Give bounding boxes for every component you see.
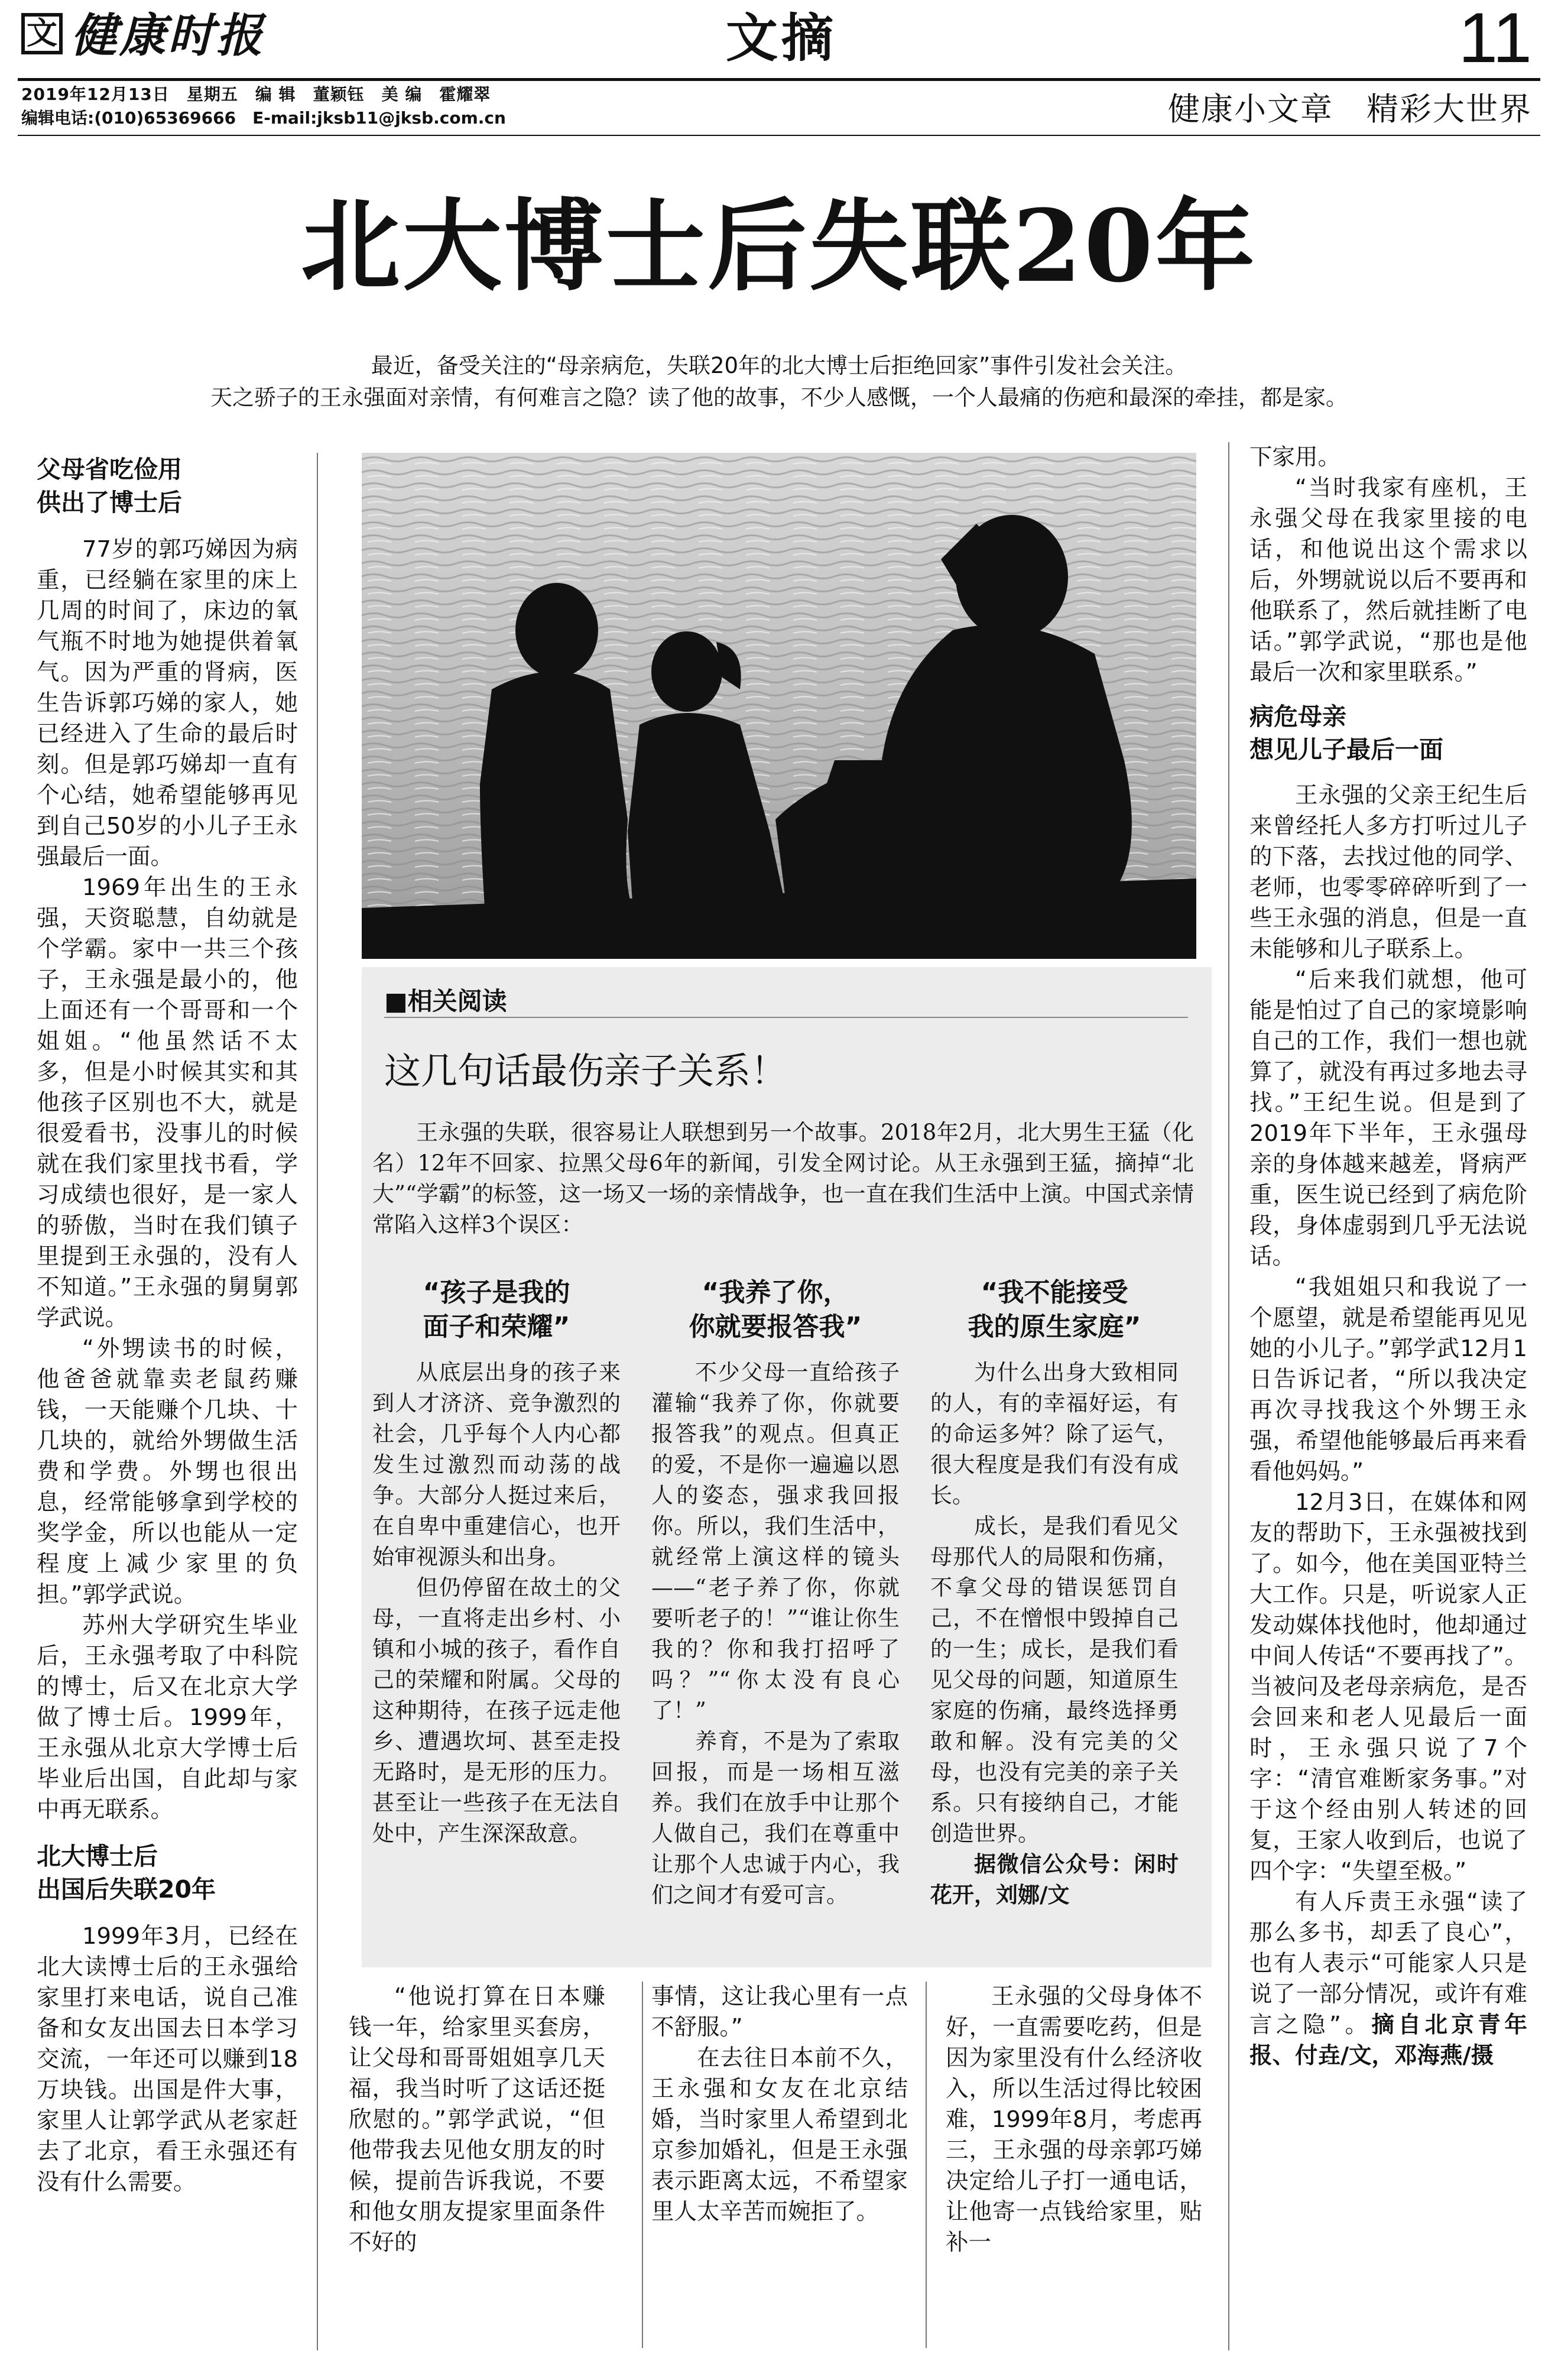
contact-line: 编辑电话:(010)65369666 E-mail:jksb11@jksb.com.cn xyxy=(21,108,506,128)
paragraph: 成长，是我们看见父母那代人的局限和伤痛，不拿父母的错误惩罚自己，不在憎恨中毁掉自己的一生；成长，是我们看见父母的问题，知道原生家庭的伤痛，最终选择勇敢和解。没有完美的父母，也没有完美的亲子关系。只有接纳自己，才能创造世界。 xyxy=(930,1513,1179,1846)
paragraph: “外甥读书的时候，他爸爸就靠卖老鼠药赚钱，一天能赚个几块、十几块的，就给外甥做生活费和学费。外甥也很出息，经常能够拿到学校的奖学金，所以也能从一定程度上减少家里的负担。”郭学武说。 xyxy=(37,1335,298,1608)
related-reading-tag: ■相关阅读 xyxy=(384,987,507,1016)
paragraph: 王永强的父母身体不好，一直需要吃药，但是因为家里没有什么经济收入，所以生活过得比较困难，1999年8月，考虑再三，王永强的母亲郭巧娣决定给儿子打一通电话，让他寄一点钱给家里，贴补一 xyxy=(946,1983,1202,2256)
paragraph: “他说打算在日本赚钱一年，给家里买套房，让父母和哥哥姐姐享几天福，我当时听了这话还挺欣慰的。”郭学武说，“但他带我去见他女朋友的时候，提前告诉我说，不要和他女朋友提家里面条件不好的 xyxy=(349,1983,605,2256)
masthead-rule xyxy=(18,78,1540,81)
paragraph: 事情，这让我心里有一点不舒服。” xyxy=(651,1983,908,2041)
family-silhouette-photo xyxy=(362,453,1196,959)
column-divider xyxy=(926,1982,927,2348)
paragraph: 下家用。 xyxy=(1249,444,1341,471)
subheading: 北大博士后 出国后失联20年 xyxy=(37,1842,216,1904)
subheading: 父母省吃俭用 供出了博士后 xyxy=(37,455,182,517)
subheading: 病危母亲 想见儿子最后一面 xyxy=(1249,702,1443,764)
article-headline: 北大博士后失联20年 xyxy=(301,187,1257,304)
section-slogan: 健康小文章 精彩大世界 xyxy=(1168,90,1532,128)
paper-name: 健康时报 xyxy=(71,9,265,63)
lead-line-2: 天之骄子的王永强面对亲情，有何难言之隐？读了他的故事，不少人感慨，一个人最痛的伤疤和最深的牵挂，都是家。 xyxy=(210,385,1348,410)
column-divider xyxy=(1228,442,1229,2350)
bottom-column-1 xyxy=(349,1982,605,2258)
paragraph: 77岁的郭巧娣因为病重，已经躺在家里的床上几周的时间了，床边的氧气瓶不时地为她提供着氧气。因为严重的肾病，医生告诉郭巧娣的家人，她已经进入了生命的最后时刻。但是郭巧娣却一直有个心结，她希望能够再见到自己50岁的小儿子王永强最后一面。 xyxy=(37,536,298,870)
paragraph: 王永强的父亲王纪生后来曾经托人多方打听过儿子的下落，去找过他的同学、老师，也零零碎碎听到了一些王永强的消息，但是一直未能够和儿子联系上。 xyxy=(1249,782,1527,962)
lead-line-1: 最近，备受关注的“母亲病危，失联20年的北大博士后拒绝回家”事件引发社会关注。 xyxy=(371,353,1187,378)
right-column xyxy=(1249,442,1527,2071)
box-source-credit: 据微信公众号：闲时花开，刘娜/文 xyxy=(930,1852,1179,1908)
column-divider xyxy=(317,453,318,2350)
paragraph: 有人斥责王永强“读了那么多书，却丢了良心”，也有人表示“可能家人只是说了一部分情况，或许有难言之隐”。摘自北京青年报、付垚/文，邓海燕/摄 xyxy=(1249,1889,1527,2069)
paragraph: 从底层出身的孩子来到人才济济、竞争激烈的社会，几乎每个人内心都发生过激烈而动荡的战争。大部分人挺过来后，在自卑中重建信心，也开始审视源头和出身。 xyxy=(372,1360,621,1570)
left-column xyxy=(37,453,298,2198)
paragraph: 不少父母一直给孩子灌输“我养了你，你就要报答我”的观点。但真正的爱，不是你一遍遍以恩人的姿态，强求我回报你。所以，我们生活中，就经常上演这样的镜头——“老子养了你，你就要听老子的！”“谁让你生我的？你和我打招呼了吗？”“你太没有良心了！” xyxy=(651,1360,900,1723)
paragraph: 在去往日本前不久，王永强和女友在北京结婚，当时家里人希望到北京参加婚礼，但是王永强表示距离太远，不希望家里人太辛苦而婉拒了。 xyxy=(651,2045,908,2225)
paragraph: 1969年出生的王永强，天资聪慧，自幼就是个学霸。家中一共三个孩子，王永强是最小的，他上面还有一个哥哥和一个姐姐。“他虽然话不太多，但是小时候其实和其他孩子区别也不大，就是很爱看书，没事儿的时候就在我们家里找书看，学习成绩也很好，是一家人的骄傲，当时在我们镇子里提到王永强的，没有人不知道。”王永强的舅舅郭学武说。 xyxy=(37,874,298,1331)
paragraph: 养育，不是为了索取回报，而是一场相互滋养。我们在放手中让那个人做自己，我们在尊重中让那个人忠诚于内心，我们之间才有爱可言。 xyxy=(651,1729,900,1908)
related-reading-intro: 王永强的失联，很容易让人联想到另一个故事。2018年2月，北大男生王猛（化名）12年不回家、拉黑父母6年的新闻，引发全网讨论。从王永强到王猛，摘掉“北大”“学霸”的标签，这一场又一场的亲情战争，也一直在我们生活中上演。中国式亲情常陷入这样3个误区： xyxy=(372,1120,1194,1237)
related-reading-title: 这几句话最伤亲子关系！ xyxy=(384,1049,788,1092)
paragraph: 为什么出身大致相同的人，有的幸福好运，有的命运多舛？除了运气，很大程度是我们有没有成长。 xyxy=(930,1360,1179,1508)
paragraph: “我姐姐只和我说了一个愿望，就是希望能再见见她的小儿子。”郭学武12月1日告诉记者，“所以我决定再次寻找我这个外甥王永强，希望他能够最后再来看看他妈妈。” xyxy=(1249,1274,1527,1485)
paragraph: “当时我家有座机，王永强父母在我家里接的电话，和他说出这个需求以后，外甥就说以后不要再和他联系了，然后就挂断了电话。”郭学武说，“那也是他最后一次和家里联系。” xyxy=(1249,475,1527,686)
bottom-column-3 xyxy=(946,1982,1202,2258)
myth-heading-3: “我不能接受 我的原生家庭” xyxy=(968,1277,1141,1342)
page-number: 11 xyxy=(1458,0,1532,77)
myth-heading-1: “孩子是我的 面子和荣耀” xyxy=(423,1277,570,1342)
paragraph: “后来我们就想，他可能是怕过了自己的家境影响自己的工作，我们一想也就算了，就没有再过多地去寻找。”王纪生说。但是到了2019年下半年，王永强母亲的身体越来越差，肾病严重，医生说已经到了病危阶段，身体虚弱到几乎无法说话。 xyxy=(1249,967,1527,1270)
bottom-column-2 xyxy=(651,1982,908,2227)
column-divider xyxy=(642,1982,643,2348)
date-editor-line: 2019年12月13日 星期五 编 辑 董颖钰 美 编 霍耀翠 xyxy=(21,85,491,104)
paragraph: 1999年3月，已经在北大读博士后的王永强给家里打来电话，说自己准备和女友出国去日本学习交流，一年还可以赚到18万块钱。出国是件大事，家里人让郭学武从老家赶去了北京，看王永强还有没有什么需要。 xyxy=(37,1923,298,2196)
myth-heading-2: “我养了你， 你就要报答我” xyxy=(689,1277,862,1342)
article-source-credit: 摘自北京青年报、付垚/文，邓海燕/摄 xyxy=(1249,2012,1527,2069)
myth-text-1 xyxy=(372,1357,621,1849)
masthead-rule-thin xyxy=(18,135,1540,136)
paper-logo-mark: 文 xyxy=(21,13,63,54)
myth-text-2 xyxy=(651,1357,900,1911)
paragraph: 苏州大学研究生毕业后，王永强考取了中科院的博士，后又在北京大学做了博士后。1999年，王永强从北京大学博士后毕业后出国，自此却与家中再无联系。 xyxy=(37,1612,298,1823)
paragraph: 但仍停留在故土的父母，一直将走出乡村、小镇和小城的孩子，看作自己的荣耀和附属。父母的这种期待，在孩子远走他乡、遭遇坎坷、甚至走投无路时，是无形的压力。甚至让一些孩子在无法自处中，产生深深敌意。 xyxy=(372,1575,621,1846)
related-reading-rule xyxy=(384,1017,1188,1018)
myth-text-3 xyxy=(930,1357,1179,1911)
section-name: 文摘 xyxy=(726,7,838,69)
paragraph: 12月3日，在媒体和网友的帮助下，王永强被找到了。如今，他在美国亚特兰大工作。只是，听说家人正发动媒体找他时，他却通过中间人传话“不要再找了”。当被问及老母亲病危，是否会回来和老人见最后一面时，王永强只说了7个字：“清官难断家务事。”对于这个经由别人转述的回复，王家人收到后，也说了四个字：“失望至极。” xyxy=(1249,1489,1527,1885)
